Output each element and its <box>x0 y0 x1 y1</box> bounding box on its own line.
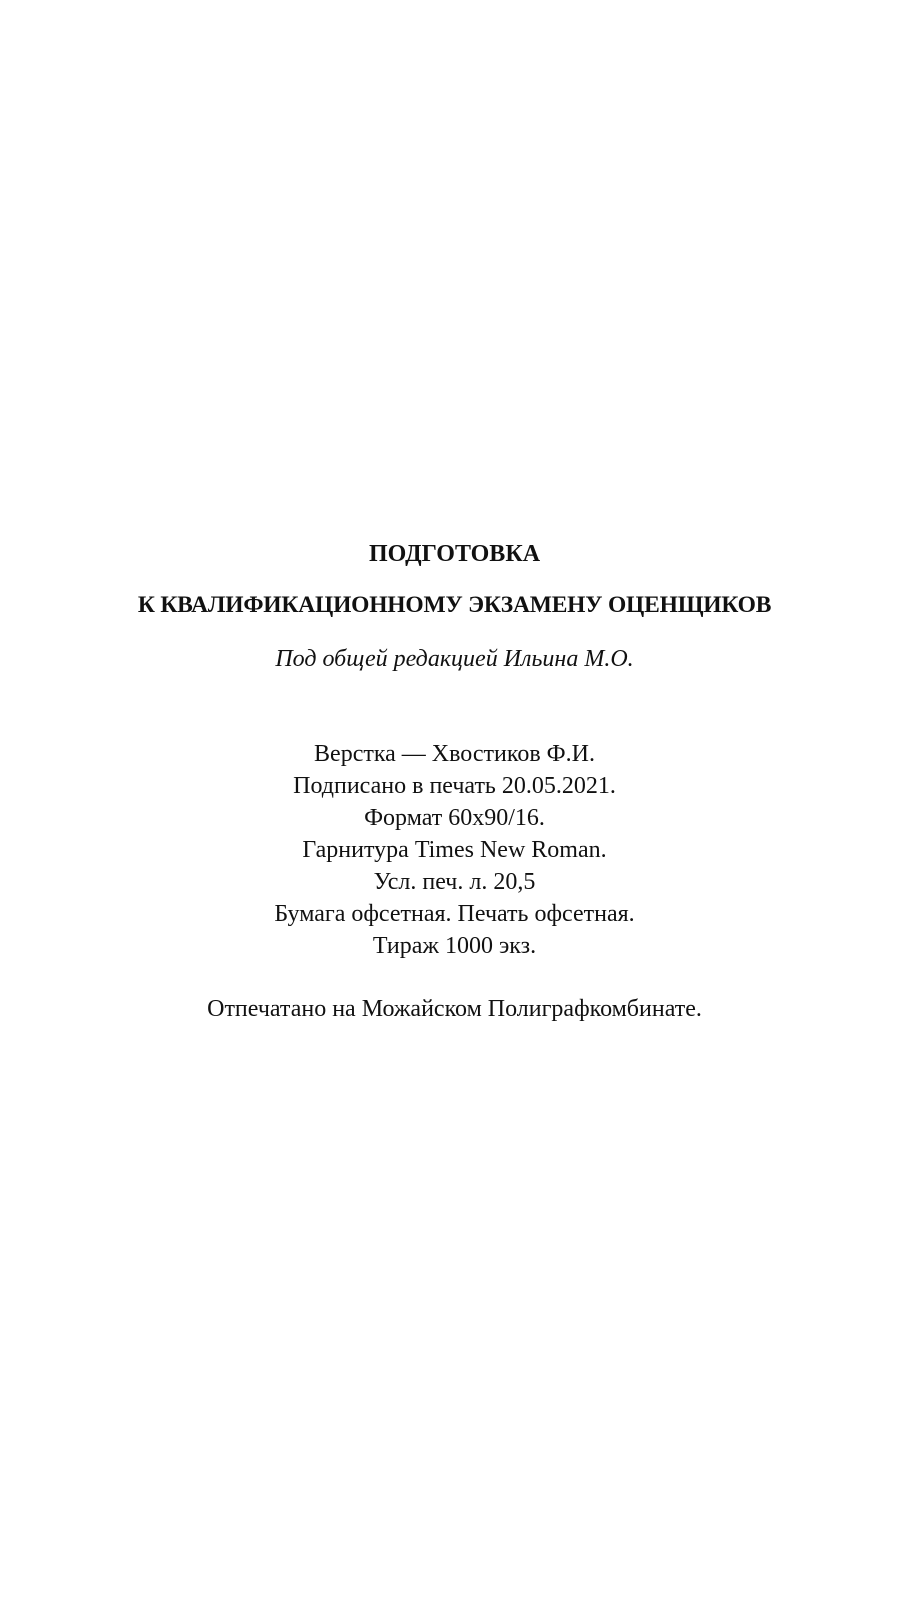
printer-note: Отпечатано на Можайском Полиграфкомбинате. <box>207 996 702 1022</box>
imprint-format: Формат 60x90/16. <box>364 805 545 831</box>
imprint-typeface: Гарнитура Times New Roman. <box>302 837 607 863</box>
imprint-layout: Верстка — Хвостиков Ф.И. <box>314 741 595 767</box>
imprint-signed-date: Подписано в печать 20.05.2021. <box>293 773 616 799</box>
editor-credit: Под общей редакцией Ильина М.О. <box>275 646 634 672</box>
title-line-2: К КВАЛИФИКАЦИОННОМУ ЭКЗАМЕНУ ОЦЕНЩИКОВ <box>137 592 772 618</box>
imprint-paper: Бумага офсетная. Печать офсетная. <box>274 901 635 927</box>
imprint-print-run: Тираж 1000 экз. <box>372 933 537 959</box>
imprint-sheets: Усл. печ. л. 20,5 <box>373 869 536 895</box>
title-line-1: ПОДГОТОВКА <box>368 541 541 567</box>
